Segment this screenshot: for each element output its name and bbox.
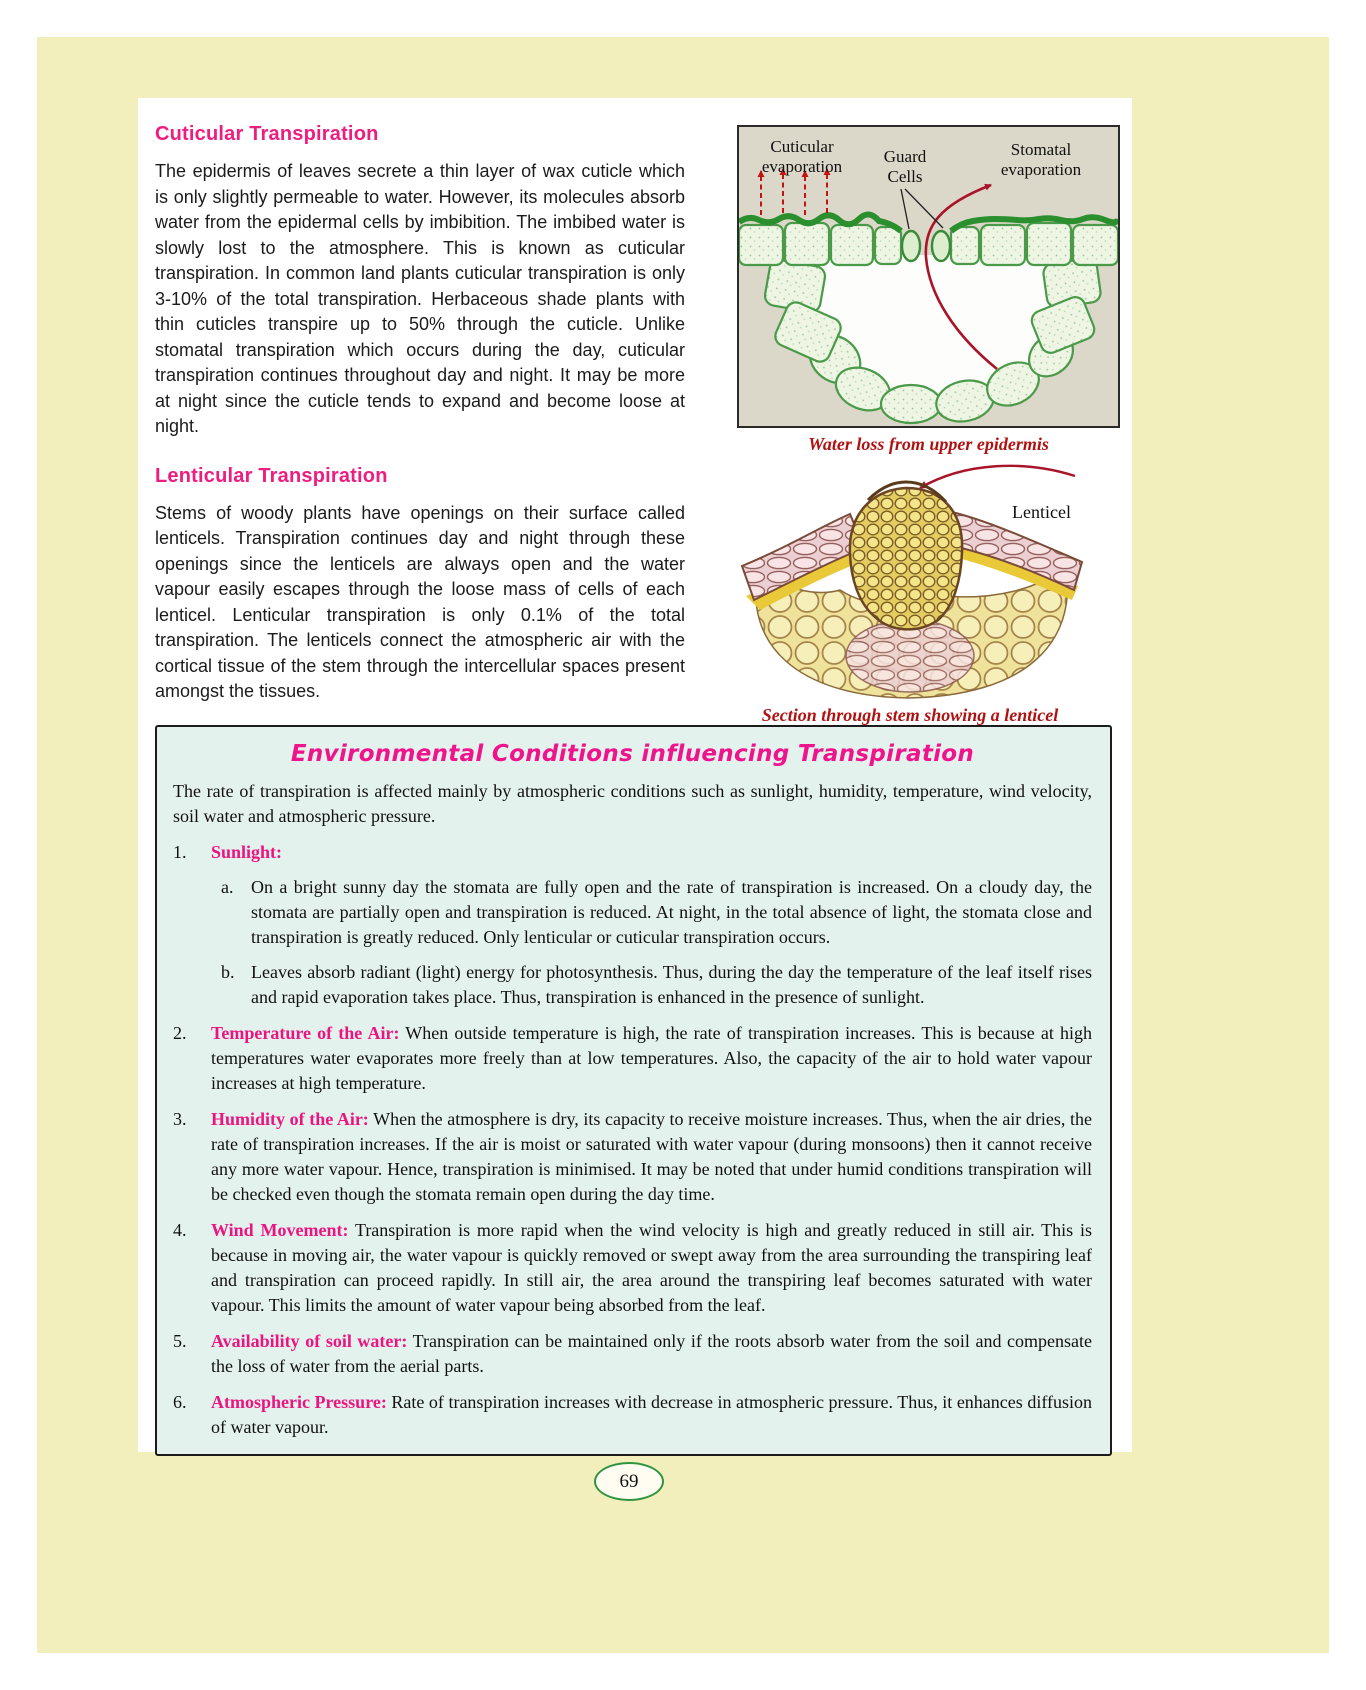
left-column [155,122,685,705]
item-number: 6. [173,1392,187,1412]
item-text-block [211,1107,1092,1207]
heading-lenticular-transpiration: Lenticular Transpiration [155,464,388,487]
sub-item-number: a. [221,877,234,897]
item-text: Transpiration can be maintained only if the roots absorb water from the soil and compensate the loss of water from the aerial parts. [211,1331,1092,1376]
item-label: Humidity of the Air: [211,1109,369,1129]
item-number: 1. [173,842,187,862]
item-text: When outside temperature is high, the rate of transpiration increases. This is because at high temperatures water evaporates more freely than at low temperatures. Also, the capacity of the air to hold water vapour increases at high temperature. [211,1023,1092,1093]
sub-item-text: Leaves absorb radiant (light) energy for photosynthesis. Thus, during the day the temperature of the leaf itself rises and rapid evaporation takes place. Thus, transpiration is enhanced in the presence of sunlight. [251,962,1092,1007]
lenticel-dome [850,488,962,629]
item-label: Temperature of the Air: [211,1023,400,1043]
item-text: Transpiration is more rapid when the wind velocity is high and greatly reduced in still air. This is because in moving air, the water vapour is quickly removed or swept away from the area surrounding the transpiring leaf and transpiration can proceed rapidly. In still air, the area around the transpiring leaf becomes saturated with water vapour. This limits the amount of water vapour being absorbed from the leaf. [211,1220,1092,1315]
item-text-block [211,1390,1092,1440]
item-text-block [211,840,1092,1010]
env-item-sunlight [173,840,1092,1010]
sub-item-b [211,960,1092,1010]
env-box-title: Environmental Conditions influencing Transpiration [290,741,975,767]
env-conditions-box [155,725,1112,1456]
lenticel-pointer-arrow [920,466,1075,488]
item-number: 5. [173,1331,187,1351]
caption-lenticel-section: Section through stem showing a lenticel [761,705,1059,725]
env-item-atmospheric-pressure [173,1390,1092,1440]
env-item-wind [173,1218,1092,1318]
env-item-humidity [173,1107,1092,1207]
figure-lenticel [740,458,1085,703]
item-label: Atmospheric Pressure: [211,1392,387,1412]
paragraph-cuticular-transpiration: The epidermis of leaves secrete a thin layer of wax cuticle which is only slightly permeable to water. However, its molecules absorb water from the epidermal cells by imbibition. The imbibed water is slowly lost to the atmosphere. This is known as cuticular transpiration. In common land plants cuticular transpiration is only 3-10% of the total transpiration. Herbaceous shade plants with thin cuticles transpire up to 50% through the cuticle. Unlike stomatal transpiration which occurs during the day, cuticular transpiration continues throughout day and night. It may be more at night since the cuticle tends to expand and become loose at night. [155,161,685,436]
item-label: Wind Movement: [211,1220,349,1240]
lenticel-diagram [740,458,1085,703]
env-item-soil-water [173,1329,1092,1379]
inner-cell-cluster [846,620,974,692]
item-text-block [211,1021,1092,1096]
item-label: Sunlight: [211,842,283,862]
item-number: 4. [173,1220,187,1240]
label-guard-cells: Guard Cells [883,147,927,186]
caption-water-loss: Water loss from upper epidermis [808,434,1049,454]
item-text: Rate of transpiration increases with decrease in atmospheric pressure. Thus, it enhances diffusion of water vapour. [211,1392,1092,1437]
item-label: Availability of soil water: [211,1331,408,1351]
env-item-temperature [173,1021,1092,1096]
label-lenticel: Lenticel [1012,502,1071,522]
item-text: When the atmosphere is dry, its capacity to receive moisture increases. Thus, when the air dries, the rate of transpiration increases. If the air is moist or saturated with water vapour (during monsoons) then it cannot receive any more water vapour. Hence, transpiration is minimised. It may be noted that under humid conditions transpiration will be checked even though the stomata remain open during the day time. [211,1109,1092,1204]
item-number: 2. [173,1023,187,1043]
heading-cuticular-transpiration: Cuticular Transpiration [155,123,379,145]
page-number-badge [594,1462,664,1501]
sub-item-a [211,875,1092,950]
paragraph-lenticular-transpiration: Stems of woody plants have openings on their surface called lenticels. Transpiration continues day and night through these openings since the lenticels are always open and the water vapour easily escapes through the loose mass of cells of each lenticel. Lenticular transpiration is only 0.1% of the total transpiration. The lenticels connect the atmospheric air with the cortical tissue of the stem through the intercellular spaces present amongst the tissues. [155,502,685,701]
label-stomatal-evaporation: Stomatal evaporation [1000,140,1082,179]
env-box-intro: The rate of transpiration is affected mainly by atmospheric conditions such as sunlight, humidity, temperature, wind velocity, soil water and atmospheric pressure. [173,781,1092,826]
page-number: 69 [619,1470,639,1492]
item-number: 3. [173,1109,187,1129]
figure-epidermis [737,125,1120,428]
sub-item-number: b. [221,962,235,982]
sub-item-text: On a bright sunny day the stomata are fully open and the rate of transpiration is increased. On a cloudy day, the stomata are partially open and transpiration is reduced. At night, in the total absence of light, the stomata close and transpiration is greatly reduced. Only lenticular or cuticular transpiration occurs. [251,877,1092,947]
item-text-block [211,1218,1092,1318]
label-cuticular-evaporation: Cuticular evaporation [761,137,843,176]
item-text-block [211,1329,1092,1379]
